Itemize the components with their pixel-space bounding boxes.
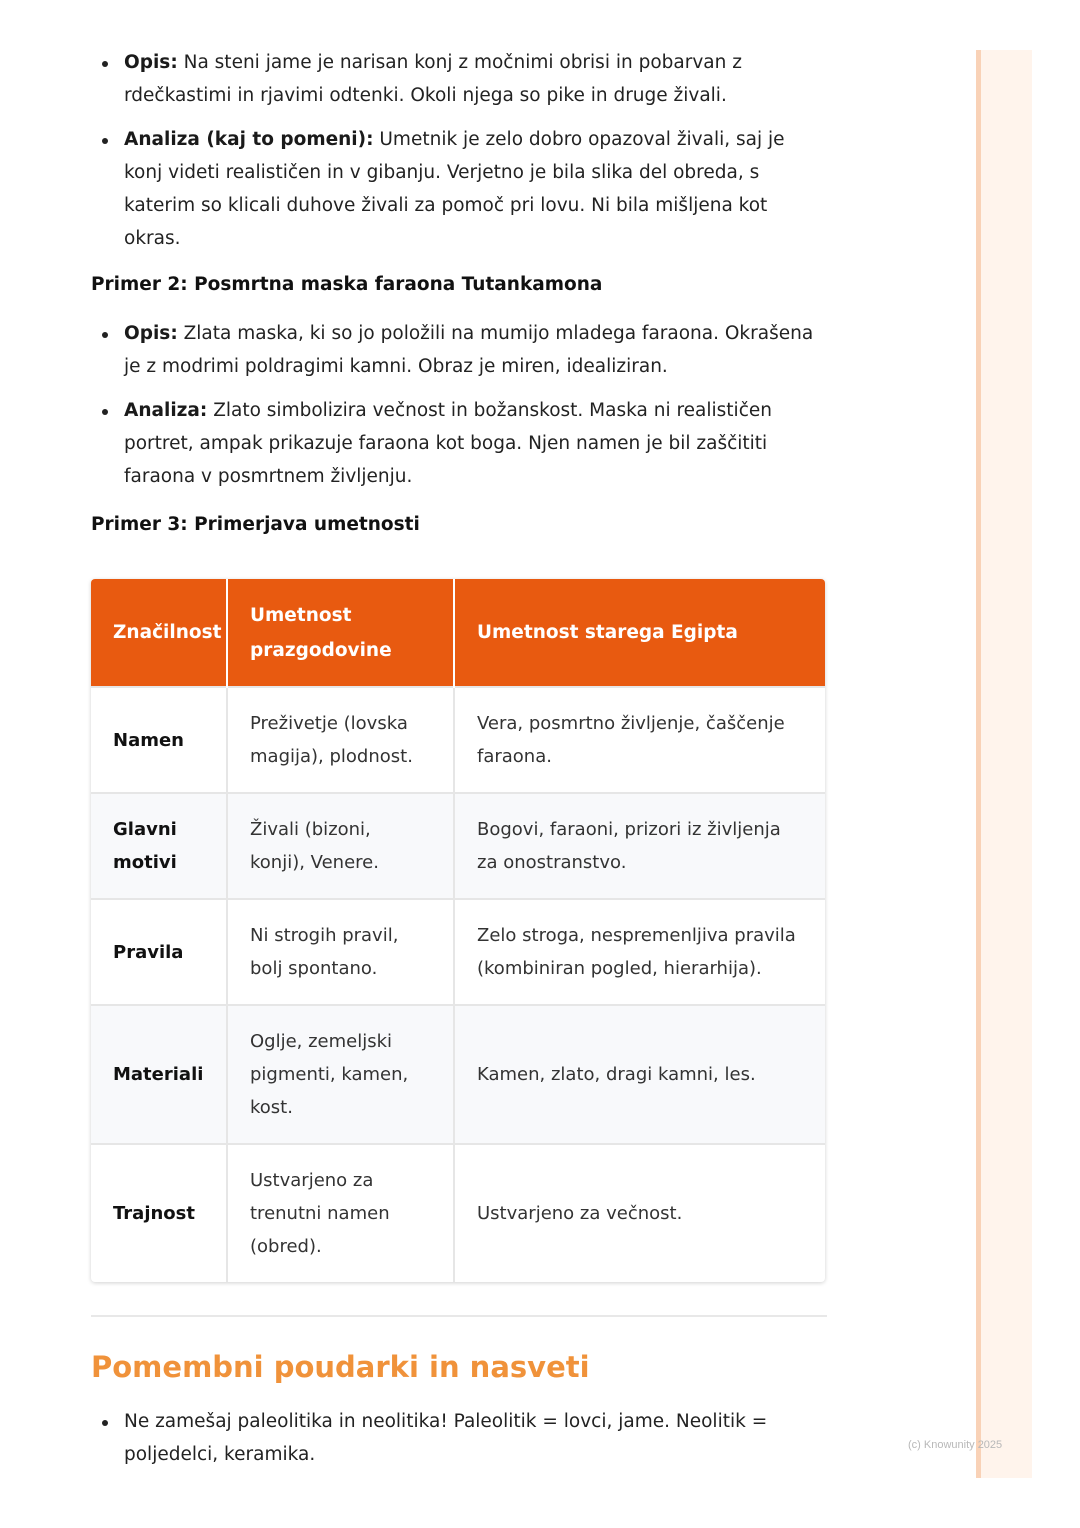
bullet-dot-icon <box>102 1420 108 1426</box>
bullet-dot-icon <box>102 138 108 144</box>
table-cell: Oglje, zemeljski pigmenti, kamen, kost. <box>227 1005 454 1144</box>
table-cell-feature: Trajnost <box>91 1144 227 1282</box>
table-cell: Ni strogih pravil, bolj spontano. <box>227 899 454 1005</box>
table-row <box>91 1144 825 1282</box>
list-item <box>91 123 827 255</box>
example3-heading: Primer 3: Primerjava umetnosti <box>91 514 420 535</box>
sidebar-accent-line <box>976 50 981 1478</box>
table-cell: Živali (bizoni, konji), Venere. <box>227 793 454 899</box>
table-cell: Kamen, zlato, dragi kamni, les. <box>454 1005 825 1144</box>
bullet-dot-icon <box>102 409 108 415</box>
copyright-footer: (c) Knowunity 2025 <box>908 1439 1003 1451</box>
column-header: Umetnost starega Egipta <box>454 579 825 687</box>
bullet-text: Zlato simbolizira večnost in božanskost. Maska ni realističen portret, ampak prikazuje faraona kot boga. Njen namen je bil zaščititi faraona v posmrtnem življenju. <box>124 400 772 487</box>
bullet-text: Umetnik je zelo dobro opazoval živali, saj je konj videti realističen in v gibanju. Verjetno je bila slika del obreda, s katerim so klicali duhove živali za pomoč pri lovu. Ni bila mišljena kot okras. <box>124 129 785 249</box>
list-item <box>91 317 827 383</box>
bullet-dot-icon <box>102 332 108 338</box>
table-cell: Bogovi, faraoni, prizori iz življenja za onostranstvo. <box>454 793 825 899</box>
column-header: Značilnost <box>91 579 227 687</box>
table-cell-feature: Materiali <box>91 1005 227 1144</box>
bullet-label: Opis: <box>124 52 178 73</box>
comparison-table <box>91 579 825 1282</box>
bullet-text: Zlata maska, ki so jo položili na mumijo mladega faraona. Okrašena je z modrimi poldragimi kamni. Obraz je miren, idealiziran. <box>124 323 814 377</box>
bullet-label: Analiza: <box>124 400 208 421</box>
tips-list <box>91 1405 827 1471</box>
column-header: Umetnost prazgodovine <box>227 579 454 687</box>
document-content <box>91 46 827 1482</box>
table-header-row <box>91 579 825 687</box>
section-divider <box>91 1315 827 1317</box>
list-item <box>91 1405 827 1471</box>
table-cell: Vera, posmrtno življenje, čaščenje faraona. <box>454 687 825 793</box>
table-row <box>91 687 825 793</box>
section-title: Pomembni poudarki in nasveti <box>91 1350 590 1384</box>
table-cell: Preživetje (lovska magija), plodnost. <box>227 687 454 793</box>
table-cell-feature: Glavni motivi <box>91 793 227 899</box>
list-item <box>91 46 827 112</box>
bullet-label: Analiza (kaj to pomeni): <box>124 129 374 150</box>
bullet-dot-icon <box>102 61 108 67</box>
table-cell: Ustvarjeno za večnost. <box>454 1144 825 1282</box>
table-row <box>91 1005 825 1144</box>
table-row <box>91 793 825 899</box>
sidebar-background <box>976 50 1032 1478</box>
bullet-text: Na steni jame je narisan konj z močnimi obrisi in pobarvan z rdečkastimi in rjavimi odtenki. Okoli njega so pike in druge živali. <box>124 52 742 106</box>
table-cell: Zelo stroga, nespremenljiva pravila (kombiniran pogled, hierarhija). <box>454 899 825 1005</box>
table-cell-feature: Namen <box>91 687 227 793</box>
example1-list <box>91 46 827 255</box>
example2-heading: Primer 2: Posmrtna maska faraona Tutankamona <box>91 274 603 295</box>
table-cell: Ustvarjeno za trenutni namen (obred). <box>227 1144 454 1282</box>
table-cell-feature: Pravila <box>91 899 227 1005</box>
table-row <box>91 899 825 1005</box>
list-item <box>91 394 827 493</box>
bullet-label: Opis: <box>124 323 178 344</box>
bullet-text: Ne zamešaj paleolitika in neolitika! Paleolitik = lovci, jame. Neolitik = poljedelci, keramika. <box>124 1411 768 1465</box>
example2-list <box>91 317 827 493</box>
